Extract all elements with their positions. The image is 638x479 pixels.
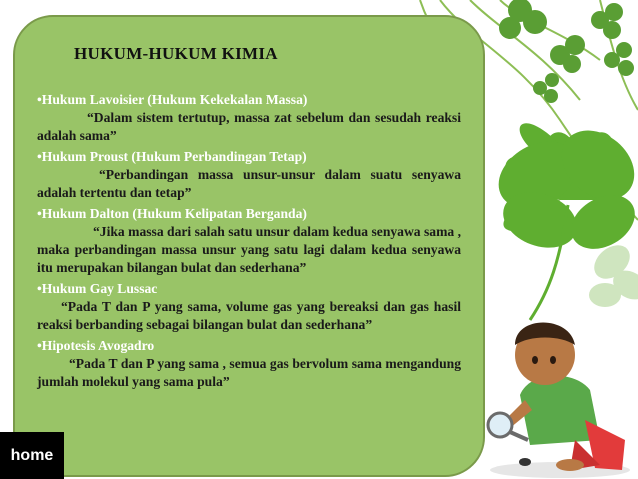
slide-title: HUKUM-HUKUM KIMIA: [74, 44, 278, 63]
law-quote: “Pada T dan P yang sama, volume gas yang bereaksi dan gas hasil reaksi berbanding sebagai bilangan bulat dan sederhana”: [37, 299, 461, 332]
bullet: •: [37, 206, 42, 221]
law-quote: “Dalam sistem tertutup, massa zat sebelum dan sesudah reaksi adalah sama”: [37, 110, 461, 143]
law-heading: [37, 148, 461, 166]
bullet: •: [37, 338, 42, 353]
bullet: •: [37, 149, 42, 164]
law-heading-text: Hukum Gay Lussac: [41, 281, 158, 296]
law-heading-text: Hukum Dalton (Hukum Kelipatan Berganda): [41, 206, 307, 221]
law-quote: “Jika massa dari salah satu unsur dalam kedua senyawa sama , maka perbandingan massa unsur yang satu lagi dalam kedua senyawa itu merupakan bilangan bulat dan sederhana”: [37, 224, 461, 275]
law-heading-text: Hukum Lavoisier (Hukum Kekekalan Massa): [41, 92, 308, 107]
law-heading: [37, 337, 461, 355]
child-with-magnifier-illustration: [488, 323, 630, 479]
law-heading: [37, 91, 461, 109]
bullet: •: [37, 92, 42, 107]
bullet: •: [37, 281, 42, 296]
law-heading-text: Hipotesis Avogadro: [41, 338, 155, 353]
law-quote: “Perbandingan massa unsur-unsur dalam suatu senyawa adalah tertentu dan tetap”: [37, 167, 461, 200]
law-heading-text: Hukum Proust (Hukum Perbandingan Tetap): [41, 149, 307, 164]
law-quote: “Pada T dan P yang sama , semua gas bervolum sama mengandung jumlah molekul yang sama pula”: [37, 356, 461, 389]
laws-list: [37, 88, 461, 391]
law-heading: [37, 280, 461, 298]
home-button[interactable]: home: [0, 432, 64, 479]
law-heading: [37, 205, 461, 223]
